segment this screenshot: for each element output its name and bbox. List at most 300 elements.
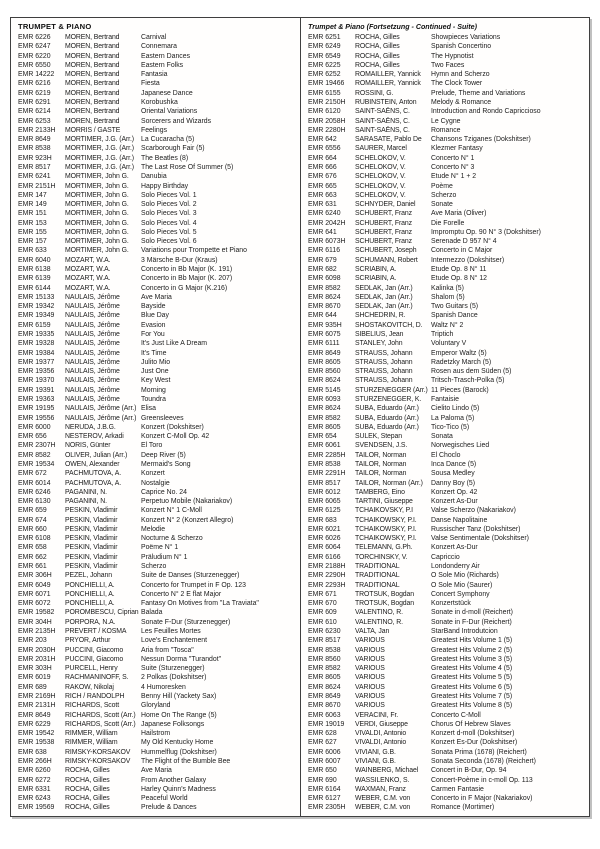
composer-name: WAINBERG, Michael — [355, 767, 419, 775]
table-row — [18, 191, 297, 200]
table-row — [308, 506, 586, 515]
left-column-header: TRUMPET & PIANO — [18, 22, 92, 31]
emr-number: EMR 19542 — [18, 730, 55, 738]
emr-number: EMR 155 — [18, 228, 47, 236]
emr-number: EMR 8649 — [308, 349, 341, 357]
piece-title: Prelude & Dances — [141, 804, 197, 812]
table-row — [308, 785, 586, 794]
table-row — [18, 534, 297, 543]
emr-number: EMR 641 — [308, 228, 337, 236]
composer-name: VARIOUS — [355, 655, 385, 663]
table-row — [18, 274, 297, 283]
piece-title: Concerto N° 2 E flat Major — [141, 590, 222, 598]
piece-title: Fiesta — [141, 80, 160, 88]
table-row — [308, 330, 586, 339]
table-row — [308, 553, 586, 562]
piece-title: Nostalgie — [141, 479, 170, 487]
piece-title: The Clock Tower — [431, 80, 483, 88]
piece-title: Peaceful World — [141, 795, 188, 803]
emr-number: EMR 656 — [18, 433, 47, 441]
table-row — [308, 219, 586, 228]
piece-title: Tritsch-Trasch-Polka (5) — [431, 377, 505, 385]
composer-name: SCHNYDER, Daniel — [355, 201, 416, 209]
emr-number: EMR 2169H — [18, 692, 56, 700]
table-row — [18, 599, 297, 608]
table-row — [308, 61, 586, 70]
table-row — [308, 738, 586, 747]
composer-name: SAINT-SAËNS, C. — [355, 117, 410, 125]
emr-number: EMR 147 — [18, 191, 47, 199]
emr-number: EMR 8538 — [308, 646, 341, 654]
piece-title: Triptich — [431, 331, 454, 338]
emr-number: EMR 19377 — [18, 358, 55, 366]
piece-title: The Beatles (8) — [141, 154, 189, 162]
table-row — [308, 748, 586, 757]
piece-title: Sorcerers and Wizards — [141, 117, 212, 125]
emr-number: EMR 6246 — [18, 488, 51, 496]
emr-number: EMR 151 — [18, 210, 47, 218]
table-row — [18, 302, 297, 311]
composer-name: STRAUSS, Johann — [355, 377, 413, 385]
composer-name: RIMSKY-KORSAKOV — [65, 757, 131, 765]
emr-number: EMR 6230 — [308, 628, 341, 635]
composer-name: VIVIANI, G.B. — [355, 757, 396, 765]
composer-name: WEBER, C.M. von — [355, 795, 411, 803]
emr-number: EMR 6226 — [18, 34, 51, 41]
table-row — [18, 497, 297, 506]
table-row — [18, 553, 297, 562]
piece-title: Etude N° 1 + 2 — [431, 173, 477, 181]
composer-name: ROSSINI, G. — [355, 89, 394, 97]
composer-name: NAULAIS, Jérôme — [65, 321, 120, 329]
composer-name: VARIOUS — [355, 692, 385, 700]
piece-title: Scherzo — [431, 191, 457, 199]
table-row — [18, 293, 297, 302]
composer-name: NESTEROV, Arkadi — [65, 433, 124, 441]
piece-title: Nocturne & Scherzo — [141, 535, 203, 543]
composer-name: VARIOUS — [355, 683, 385, 691]
piece-title: Russischer Tanz (Dokshitser) — [431, 525, 521, 533]
piece-title: Deep River (5) — [141, 451, 186, 459]
composer-name: MORTIMER, John G. — [65, 247, 129, 255]
emr-number: EMR 157 — [18, 238, 47, 246]
table-row — [18, 89, 297, 98]
emr-number: EMR 8582 — [308, 414, 341, 422]
emr-number: EMR 659 — [18, 507, 47, 515]
emr-number: EMR 6026 — [308, 535, 341, 543]
emr-number: EMR 2030H — [18, 646, 56, 654]
table-row — [308, 135, 586, 144]
emr-number: EMR 8538 — [308, 460, 341, 468]
table-row — [18, 256, 297, 265]
table-row — [308, 757, 586, 766]
composer-name: RUBINSTEIN, Anton — [355, 98, 417, 106]
table-row — [18, 339, 297, 348]
piece-title: Hailstrom — [141, 730, 171, 738]
emr-number: EMR 8670 — [308, 303, 341, 311]
emr-number: EMR 8670 — [308, 702, 341, 710]
composer-name: SULEK, Stepan — [355, 433, 402, 441]
piece-title: Solo Pieces Vol. 4 — [141, 219, 197, 227]
emr-number: EMR 2150H — [308, 98, 346, 106]
piece-title: Shalom (5) — [431, 293, 465, 301]
table-row — [18, 52, 297, 61]
emr-number: EMR 6225 — [308, 61, 341, 69]
composer-name: PAGANINI, N. — [65, 488, 107, 496]
piece-title: Happy Birthday — [141, 182, 189, 190]
composer-name: TAILOR, Norman — [355, 451, 407, 459]
emr-number: EMR 664 — [308, 154, 337, 162]
composer-name: MOREN, Bertrand — [65, 71, 120, 79]
piece-title: Hummelflug (Dokshitser) — [141, 748, 217, 756]
table-row — [308, 451, 586, 460]
piece-title: Concert-Poème in c-moll Op. 113 — [431, 776, 533, 784]
composer-name: MOREN, Bertrand — [65, 61, 120, 69]
emr-number: EMR 6040 — [18, 256, 51, 264]
emr-number: EMR 8605 — [308, 423, 341, 431]
piece-title: Variations pour Trompette et Piano — [141, 247, 247, 255]
table-row — [308, 228, 586, 237]
table-row — [18, 618, 297, 627]
table-row — [308, 284, 586, 293]
composer-name: SIBELIUS, Jean — [355, 331, 404, 338]
piece-title: The Flight of the Bumble Bee — [141, 757, 231, 765]
composer-name: SCHUBERT, Franz — [355, 228, 412, 236]
composer-name: SCHUBERT, Joseph — [355, 247, 417, 255]
table-row — [308, 191, 586, 200]
table-row — [18, 627, 297, 636]
table-row — [308, 311, 586, 320]
composer-name: PESKIN, Vladimir — [65, 544, 118, 552]
composer-name: VARIOUS — [355, 665, 385, 673]
emr-number: EMR 935H — [308, 321, 342, 329]
composer-name: RICHARDS, Scott (Arr.) — [65, 720, 136, 728]
piece-title: El Choclo — [431, 451, 461, 459]
emr-number: EMR 2188H — [308, 563, 346, 571]
composer-name: PORPORA, N.A. — [65, 618, 116, 626]
piece-title: Concerto for Trumpet in F Op. 123 — [141, 581, 246, 589]
emr-number: EMR 6063 — [308, 711, 341, 719]
emr-number: EMR 2280H — [308, 126, 346, 134]
emr-number: EMR 203 — [18, 637, 47, 645]
composer-name: RAKOW, Nikolaj — [65, 683, 114, 691]
piece-title: Sousa Medley — [431, 470, 475, 478]
piece-title: O Sole Mio (Richards) — [431, 572, 499, 580]
table-row — [308, 432, 586, 441]
composer-name: SVENDSEN, J.S. — [355, 442, 408, 450]
emr-number: EMR 19335 — [18, 331, 55, 338]
piece-title: Eastern Folks — [141, 61, 184, 69]
emr-number: EMR 8582 — [308, 284, 341, 292]
table-row — [18, 107, 297, 116]
piece-title: Poème — [431, 182, 453, 190]
table-row — [18, 785, 297, 794]
piece-title: Etude Op. 8 N° 12 — [431, 275, 487, 283]
emr-number: EMR 5145 — [308, 386, 341, 394]
composer-name: SUBA, Eduardo (Arr.) — [355, 423, 419, 431]
table-row — [18, 794, 297, 803]
piece-title: Norwegisches Lied — [431, 442, 490, 450]
piece-title: Capriccio — [431, 553, 460, 561]
composer-name: VIVALDI, Antonio — [355, 739, 407, 747]
table-row — [308, 423, 586, 432]
composer-name: TORCHINSKY, V. — [355, 553, 408, 561]
piece-title: 2 Polkas (Dokshitser) — [141, 674, 207, 682]
emr-number: EMR 8560 — [308, 368, 341, 376]
left-column-rows — [18, 33, 297, 813]
piece-title: Suite de Danses (Sturzenegger) — [141, 572, 240, 580]
piece-title: Sonate — [431, 201, 453, 209]
piece-title: Konzert N° 2 (Konzert Allegro) — [141, 516, 234, 524]
emr-number: EMR 6549 — [308, 52, 341, 60]
table-row — [308, 117, 586, 126]
composer-name: MORTIMER, John G. — [65, 201, 129, 209]
table-row — [18, 571, 297, 580]
piece-title: El Toro — [141, 442, 163, 450]
emr-number: EMR 2031H — [18, 655, 56, 663]
table-row — [308, 590, 586, 599]
table-row — [18, 655, 297, 664]
piece-title: Sonate in d-moll (Reichert) — [431, 609, 513, 617]
table-row — [18, 683, 297, 692]
composer-name: TARTINI, Giuseppe — [355, 498, 413, 506]
table-row — [308, 803, 586, 812]
emr-number: EMR 662 — [18, 553, 47, 561]
composer-name: NAULAIS, Jérôme (Arr.) — [65, 405, 137, 413]
table-row — [18, 562, 297, 571]
table-row — [18, 200, 297, 209]
piece-title: Londonderry Air — [431, 563, 480, 571]
table-row — [308, 599, 586, 608]
piece-title: Spanish Concertino — [431, 43, 492, 51]
table-row — [18, 646, 297, 655]
piece-title: Tico-Tico (5) — [431, 423, 470, 431]
piece-title: Balada — [141, 609, 163, 617]
piece-title: Greatest Hits Volume 2 (5) — [431, 646, 513, 654]
composer-name: SCHELOKOV, V. — [355, 154, 406, 162]
table-row — [308, 302, 586, 311]
piece-title: Solo Pieces Vol. 1 — [141, 191, 197, 199]
piece-title: Konzert d-moll (Dokshitser) — [431, 730, 515, 738]
piece-title: Concerto in C Major — [431, 247, 493, 255]
composer-name: WASSILENKO, S. — [355, 776, 410, 784]
piece-title: Benny Hill (Yackety Sax) — [141, 692, 217, 700]
table-row — [308, 349, 586, 358]
piece-title: Impromptu Op. 90 N° 3 (Dokshitser) — [431, 228, 541, 236]
emr-number: EMR 6251 — [308, 34, 341, 41]
piece-title: Concerto N° 3 — [431, 163, 475, 171]
composer-name: ROCHA, Gilles — [355, 61, 400, 69]
piece-title: Emperor Waltz (5) — [431, 349, 487, 357]
emr-number: EMR 8582 — [18, 451, 51, 459]
table-row — [18, 284, 297, 293]
composer-name: PACHMUTOVA, A. — [65, 479, 122, 487]
emr-number: EMR 6214 — [18, 108, 51, 116]
emr-number: EMR 6229 — [18, 720, 51, 728]
table-row — [18, 776, 297, 785]
emr-number: EMR 6331 — [18, 785, 51, 793]
table-row — [308, 79, 586, 88]
piece-title: Scherzo — [141, 563, 167, 571]
emr-number: EMR 6291 — [18, 98, 51, 106]
piece-title: Chansons Tziganes (Dokshitser) — [431, 136, 531, 144]
composer-name: RICH / RANDOLPH — [65, 692, 125, 700]
piece-title: Suite (Sturzenegger) — [141, 665, 205, 673]
emr-number: EMR 6007 — [308, 757, 341, 765]
table-row — [308, 293, 586, 302]
emr-number: EMR 19370 — [18, 377, 55, 385]
emr-number: EMR 19582 — [18, 609, 55, 617]
composer-name: MOZART, W.A. — [65, 275, 111, 283]
emr-number: EMR 6000 — [18, 423, 51, 431]
table-row — [18, 608, 297, 617]
emr-number: EMR 15133 — [18, 293, 55, 301]
composer-name: SHCHEDRIN, R. — [355, 312, 406, 320]
table-row — [308, 646, 586, 655]
composer-name: MORTIMER, John G. — [65, 219, 129, 227]
table-row — [308, 52, 586, 61]
piece-title: Greatest Hits Volume 4 (5) — [431, 665, 513, 673]
table-row — [308, 525, 586, 534]
composer-name: NAULAIS, Jérôme — [65, 312, 120, 320]
piece-title: Danubia — [141, 173, 167, 181]
piece-title: Greensleeves — [141, 414, 184, 422]
emr-number: EMR 609 — [308, 609, 337, 617]
piece-title: Evasion — [141, 321, 166, 329]
table-row — [18, 423, 297, 432]
table-row — [18, 488, 297, 497]
right-column-rows — [308, 33, 586, 813]
emr-number: EMR 8649 — [308, 692, 341, 700]
emr-number: EMR 6138 — [18, 266, 51, 274]
piece-title: Greatest Hits Volume 8 (5) — [431, 702, 513, 710]
table-row — [18, 460, 297, 469]
table-row — [308, 711, 586, 720]
composer-name: MORTIMER, J.G. (Arr.) — [65, 145, 134, 153]
emr-number: EMR 6247 — [18, 43, 51, 51]
emr-number: EMR 6272 — [18, 776, 51, 784]
piece-title: Chorus Of Hebrew Slaves — [431, 720, 511, 728]
emr-number: EMR 2131H — [18, 702, 56, 710]
table-row — [18, 33, 297, 42]
composer-name: TRADITIONAL — [355, 563, 400, 571]
piece-title: Concerto in Bb Major (K. 207) — [141, 275, 233, 283]
composer-name: VARIOUS — [355, 674, 385, 682]
table-row — [18, 367, 297, 376]
piece-title: Konzert N° 1 C-Moll — [141, 507, 202, 515]
emr-number: EMR 8624 — [308, 293, 341, 301]
composer-name: ROCHA, Gilles — [355, 43, 400, 51]
table-row — [308, 209, 586, 218]
composer-name: MOREN, Bertrand — [65, 34, 120, 41]
composer-name: SARASATE, Pablo De — [355, 136, 422, 144]
emr-number: EMR 19195 — [18, 405, 55, 413]
composer-name: MORTIMER, John G. — [65, 210, 129, 218]
emr-number: EMR 689 — [18, 683, 47, 691]
emr-number: EMR 6061 — [308, 442, 341, 450]
table-row — [308, 720, 586, 729]
emr-number: EMR 8517 — [308, 637, 341, 645]
emr-number: EMR 19538 — [18, 739, 55, 747]
emr-number: EMR 666 — [308, 163, 337, 171]
piece-title: Konzert C-Moll Op. 42 — [141, 433, 210, 441]
table-row — [18, 441, 297, 450]
emr-number: EMR 671 — [308, 590, 337, 598]
composer-name: PREVERT / KOSMA — [65, 628, 127, 635]
table-row — [308, 479, 586, 488]
table-row — [308, 655, 586, 664]
table-row — [308, 581, 586, 590]
emr-number: EMR 660 — [18, 525, 47, 533]
table-row — [18, 144, 297, 153]
table-row — [308, 376, 586, 385]
emr-number: EMR 658 — [18, 544, 47, 552]
emr-number: EMR 8624 — [308, 683, 341, 691]
table-row — [18, 61, 297, 70]
composer-name: PESKIN, Vladimir — [65, 507, 118, 515]
emr-number: EMR 6219 — [18, 89, 51, 97]
emr-number: EMR 19569 — [18, 804, 55, 812]
composer-name: PESKIN, Vladimir — [65, 563, 118, 571]
emr-number: EMR 19349 — [18, 312, 55, 320]
composer-name: NAULAIS, Jérôme — [65, 331, 120, 338]
piece-title: Konzert Op. 42 — [431, 488, 478, 496]
emr-number: EMR 6253 — [18, 117, 51, 125]
table-row — [18, 748, 297, 757]
composer-name: NAULAIS, Jérôme (Arr.) — [65, 414, 137, 422]
table-row — [308, 98, 586, 107]
composer-name: MORTIMER, J.G. (Arr.) — [65, 154, 134, 162]
emr-number: EMR 6556 — [308, 145, 341, 153]
composer-name: MOREN, Bertrand — [65, 89, 120, 97]
emr-number: EMR 149 — [18, 201, 47, 209]
emr-number: EMR 627 — [308, 739, 337, 747]
composer-name: MOZART, W.A. — [65, 256, 111, 264]
emr-number: EMR 8624 — [308, 405, 341, 413]
piece-title: Kalinka (5) — [431, 284, 464, 292]
emr-number: EMR 6021 — [308, 525, 341, 533]
piece-title: Sonate in F-Dur (Reichert) — [431, 618, 512, 626]
emr-number: EMR 674 — [18, 516, 47, 524]
piece-title: Japanese Folksongs — [141, 720, 205, 728]
emr-number: EMR 6006 — [308, 748, 341, 756]
emr-number: EMR 6098 — [308, 275, 341, 283]
table-row — [18, 154, 297, 163]
emr-number: EMR 19328 — [18, 340, 55, 348]
composer-name: VIVALDI, Antonio — [355, 730, 407, 738]
table-row — [308, 321, 586, 330]
composer-name: MOZART, W.A. — [65, 284, 111, 292]
composer-name: NAULAIS, Jérôme — [65, 386, 120, 394]
table-row — [308, 246, 586, 255]
emr-number: EMR 6220 — [18, 52, 51, 60]
piece-title: Le Cygne — [431, 117, 461, 125]
table-row — [308, 386, 586, 395]
composer-name: PRYOR, Arthur — [65, 637, 111, 645]
emr-number: EMR 19356 — [18, 368, 55, 376]
table-row — [18, 117, 297, 126]
composer-name: VARIOUS — [355, 646, 385, 654]
column-left — [11, 18, 300, 816]
emr-number: EMR 2151H — [18, 182, 56, 190]
emr-number: EMR 6108 — [18, 535, 51, 543]
piece-title: Ave Maria — [141, 293, 172, 301]
piece-title: Konzert (Dokshitser) — [141, 423, 204, 431]
emr-number: EMR 6260 — [18, 767, 51, 775]
composer-name: VERDI, Giuseppe — [355, 720, 408, 728]
piece-title: La Paloma (5) — [431, 414, 475, 422]
composer-name: MOREN, Bertrand — [65, 117, 120, 125]
